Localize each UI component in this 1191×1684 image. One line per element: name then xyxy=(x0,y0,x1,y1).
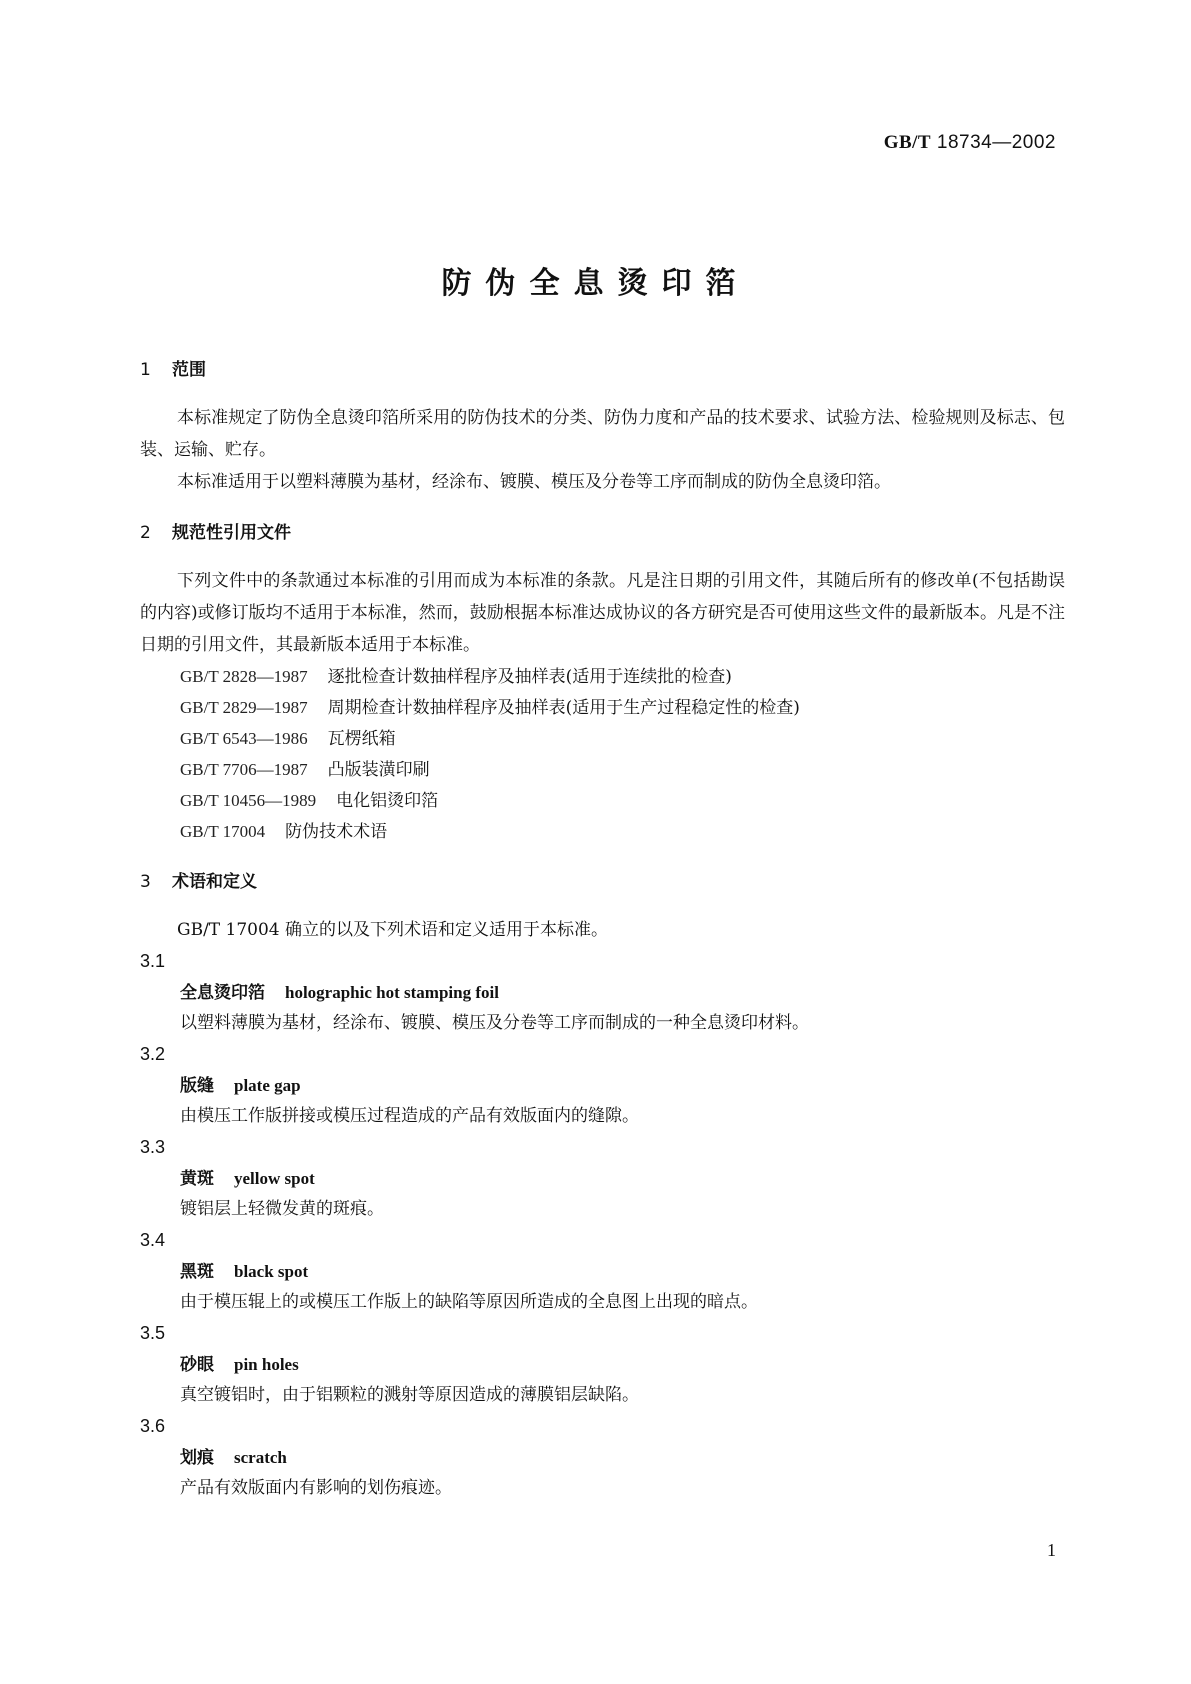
reference-title: 电化铝烫印箔 xyxy=(336,791,439,811)
term-definition: 产品有效版面内有影响的划伤痕迹。 xyxy=(180,1478,452,1498)
reference-code: GB/T 7706—1987 xyxy=(180,760,308,779)
standard-number-header xyxy=(884,132,1056,154)
term-english: holographic hot stamping foil xyxy=(285,983,499,1002)
term-definition: 由于模压辊上的或模压工作版上的缺陷等原因所造成的全息图上出现的暗点。 xyxy=(180,1292,758,1312)
term-english: yellow spot xyxy=(234,1169,315,1188)
reference-title: 防伪技术术语 xyxy=(285,822,388,842)
document-title: 防伪全息烫印箔 xyxy=(441,266,750,301)
reference-code: GB/T 10456—1989 xyxy=(180,791,317,810)
paragraph: 下列文件中的条款通过本标准的引用而成为本标准的条款。凡是注日期的引用文件，其随后所有的修改单(不包括勘误的内容)或修订版均不适用于本标准，然而，鼓励根据本标准达成协议的各方研究是否可使用这些文件的最新版本。凡是不注日期的引用文件，其最新版本适用于本标准。 xyxy=(140,571,1065,655)
section-title: 规范性引用文件 xyxy=(172,523,291,543)
paragraph: 本标准适用于以塑料薄膜为基材，经涂布、镀膜、模压及分卷等工序而制成的防伪全息烫印箔。 xyxy=(177,472,891,492)
section-title: 术语和定义 xyxy=(172,872,257,892)
term-heading xyxy=(140,977,1065,1008)
reference-code: GB/T 2829—1987 xyxy=(180,698,308,717)
term-english: black spot xyxy=(234,1262,309,1281)
section-title: 范围 xyxy=(172,360,206,380)
standard-prefix: GB/T xyxy=(883,132,932,153)
reference-item xyxy=(180,785,1065,816)
reference-code: GB/T 6543—1986 xyxy=(180,729,308,748)
term-chinese: 划痕 xyxy=(180,1448,214,1468)
term-number: 3.2 xyxy=(140,1044,166,1064)
paragraph: GB/T 17004 确立的以及下列术语和定义适用于本标准。 xyxy=(177,920,609,940)
standard-number: 18734—2002 xyxy=(936,132,1056,153)
document-body xyxy=(140,355,1065,1504)
reference-title: 凸版装潢印刷 xyxy=(327,760,430,780)
term-number: 3.3 xyxy=(140,1137,166,1157)
term-english: scratch xyxy=(234,1448,287,1467)
term-heading xyxy=(140,1349,1065,1380)
reference-item xyxy=(180,692,1065,723)
term-definition: 由模压工作版拼接或模压过程造成的产品有效版面内的缝隙。 xyxy=(180,1106,639,1126)
term-chinese: 黄斑 xyxy=(180,1169,214,1189)
section-heading-normative-references xyxy=(140,518,1065,549)
term-number: 3.4 xyxy=(140,1230,166,1250)
reference-code: GB/T 17004 xyxy=(180,822,266,841)
term-chinese: 砂眼 xyxy=(180,1355,214,1375)
section-number: 2 xyxy=(140,523,151,543)
term-heading xyxy=(140,1070,1065,1101)
reference-list xyxy=(140,661,1065,847)
term-number: 3.5 xyxy=(140,1323,166,1343)
term-chinese: 全息烫印箔 xyxy=(180,983,265,1003)
reference-item xyxy=(180,723,1065,754)
section-number: 1 xyxy=(140,360,151,380)
term-definition: 真空镀铝时，由于铝颗粒的溅射等原因造成的薄膜铝层缺陷。 xyxy=(180,1385,639,1405)
reference-title: 周期检查计数抽样程序及抽样表(适用于生产过程稳定性的检查) xyxy=(327,698,800,718)
paragraph: 本标准规定了防伪全息烫印箔所采用的防伪技术的分类、防伪力度和产品的技术要求、试验方法、检验规则及标志、包装、运输、贮存。 xyxy=(140,408,1065,460)
term-english: pin holes xyxy=(234,1355,299,1374)
section-heading-terms-and-definitions xyxy=(140,867,1065,898)
term-number: 3.1 xyxy=(140,951,166,971)
term-heading xyxy=(140,1163,1065,1194)
term-chinese: 版缝 xyxy=(180,1076,214,1096)
term-heading xyxy=(140,1442,1065,1473)
reference-item xyxy=(180,816,1065,847)
reference-item xyxy=(180,754,1065,785)
reference-item xyxy=(180,661,1065,692)
reference-code: GB/T 2828—1987 xyxy=(180,667,308,686)
term-definition: 镀铝层上轻微发黄的斑痕。 xyxy=(180,1199,384,1219)
section-heading-scope xyxy=(140,355,1065,386)
reference-title: 逐批检查计数抽样程序及抽样表(适用于连续批的检查) xyxy=(327,667,732,687)
page-number: 1 xyxy=(1047,1540,1056,1560)
term-english: plate gap xyxy=(234,1076,301,1095)
term-heading xyxy=(140,1256,1065,1287)
term-chinese: 黑斑 xyxy=(180,1262,214,1282)
term-definition: 以塑料薄膜为基材，经涂布、镀膜、模压及分卷等工序而制成的一种全息烫印材料。 xyxy=(180,1013,809,1033)
section-number: 3 xyxy=(140,872,151,892)
term-number: 3.6 xyxy=(140,1416,166,1436)
reference-title: 瓦楞纸箱 xyxy=(327,729,396,749)
